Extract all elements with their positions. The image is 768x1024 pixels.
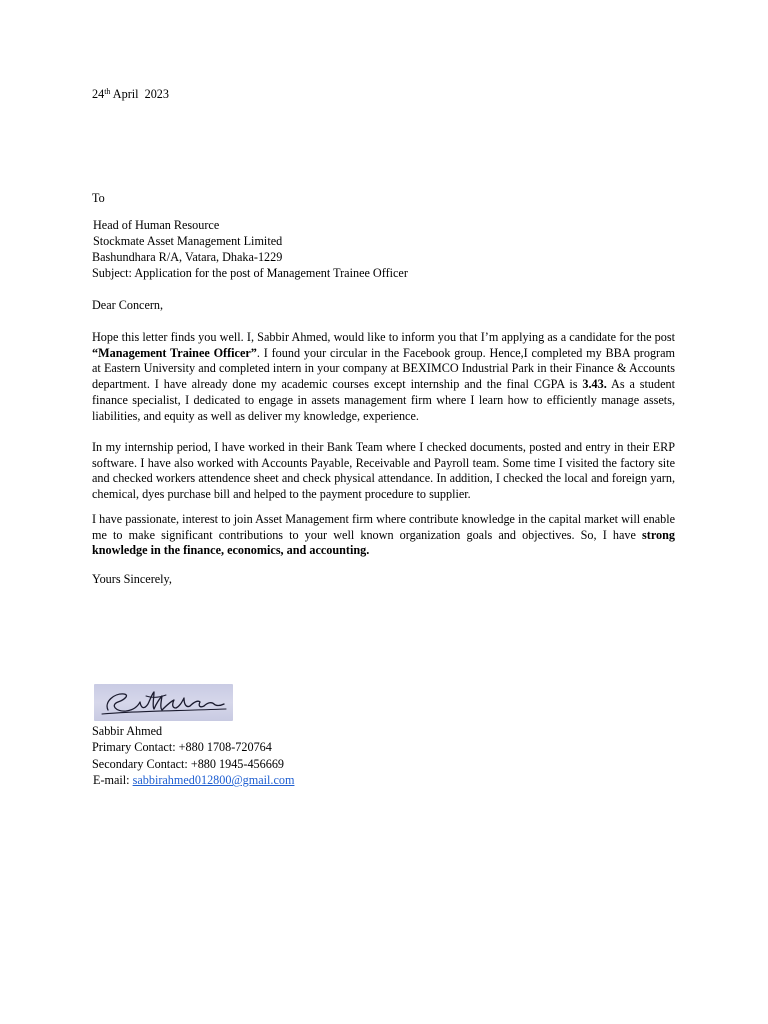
- email-line: [92, 772, 294, 788]
- paragraph-intro: [92, 330, 675, 424]
- date-rest: April 2023: [110, 87, 169, 101]
- recipient-company: Stockmate Asset Management Limited: [93, 234, 283, 248]
- sender-block: [92, 723, 294, 789]
- email-link[interactable]: sabbirahmed012800@gmail.com: [132, 773, 295, 788]
- recipient-block: [92, 217, 692, 281]
- sender-name: Sabbir Ahmed: [92, 724, 163, 738]
- closing: Yours Sincerely,: [92, 572, 172, 586]
- p1-text-1: Hope this letter finds you well. I, Sabbir Ahmed, would like to inform you that I’m applying as a candidate for the post: [92, 330, 675, 344]
- letter-date: [92, 86, 169, 102]
- p1-text-3: As a student finance specialist, I dedicated to engage in assets management firm where I learn how to efficiently manage assets, liabilities, and equity as well as deliver my knowledge, experience.: [92, 377, 675, 423]
- recipient-title: Head of Human Resource: [93, 218, 220, 232]
- p1-post-title: “Management Trainee Officer”: [92, 345, 257, 360]
- handwritten-signature: [94, 684, 233, 721]
- p3-text: I have passionate, interest to join Asset Management firm where contribute knowledge in the capital market will enable me to make significant contributions to your well known organization goals and objectives. So, I have: [92, 512, 675, 542]
- signature-image: [94, 684, 233, 721]
- subject-line: Subject: Application for the post of Management Trainee Officer: [92, 266, 408, 280]
- recipient-address: Bashundhara R/A, Vatara, Dhaka-1229: [92, 250, 283, 264]
- date-suffix: th: [104, 87, 111, 96]
- p1-cgpa: 3.43.: [582, 377, 607, 392]
- date-day: 24: [92, 87, 105, 101]
- secondary-contact: Secondary Contact: +880 1945-456669: [92, 756, 285, 771]
- paragraph-motivation: [92, 512, 675, 559]
- email-label: E-mail:: [93, 773, 133, 788]
- salutation: Dear Concern,: [92, 298, 164, 312]
- p1-text-2: . I found your circular in the Facebook group. Hence,I completed my BBA program at Eastern University and completed intern in your company at BEXIMCO Industrial Park in their Finance & Accounts department. I have already done my academic courses except internship and the final CGPA is: [92, 345, 675, 392]
- primary-contact: Primary Contact: +880 1708-720764: [92, 740, 272, 755]
- p3-strengths: strong knowledge in the finance, economics, and accounting.: [92, 527, 675, 558]
- paragraph-internship: In my internship period, I have worked in their Bank Team where I checked documents, posted and entry in their ERP software. I have also worked with Accounts Payable, Receivable and Payroll team. Some time I visited the factory site and checked workers attendence sheet and check physical attendance. In addition, I checked the local and foreign yarn, chemical, dyes purchase bill and helped to the payment procedure to supplier.: [92, 440, 675, 502]
- to-label: To: [92, 191, 105, 205]
